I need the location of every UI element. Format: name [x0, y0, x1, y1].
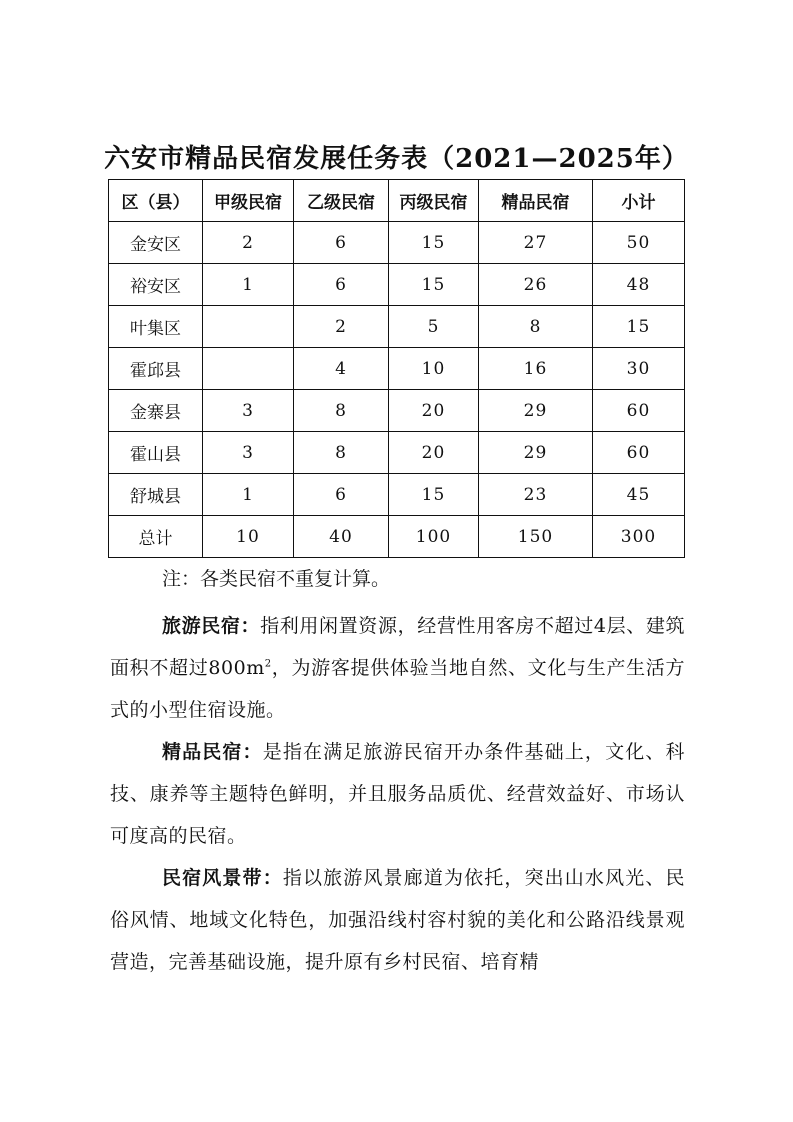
cell-class-c: 20 — [389, 432, 479, 474]
cell-class-a: 2 — [203, 222, 294, 264]
paragraph-text: ，为游客提供体验当地自然、文化与生产生活方式的小型住宿设施。 — [110, 657, 685, 721]
cell-subtotal: 30 — [593, 348, 685, 390]
term-homestay-scenic-belt: 民宿风景带： — [162, 867, 283, 889]
superscript: 2 — [264, 658, 272, 670]
cell-boutique: 29 — [479, 432, 593, 474]
column-header-class-b: 乙级民宿 — [294, 180, 389, 222]
cell-class-c: 100 — [389, 516, 479, 558]
cell-subtotal: 48 — [593, 264, 685, 306]
cell-class-b: 6 — [294, 264, 389, 306]
cell-class-c: 10 — [389, 348, 479, 390]
cell-class-c: 15 — [389, 474, 479, 516]
cell-class-c: 5 — [389, 306, 479, 348]
paragraph-homestay-scenic-belt — [110, 857, 685, 983]
cell-district: 金安区 — [109, 222, 203, 264]
cell-class-a: 3 — [203, 390, 294, 432]
table-total-row — [109, 516, 685, 558]
cell-class-a — [203, 348, 294, 390]
cell-district: 霍山县 — [109, 432, 203, 474]
cell-district: 霍邱县 — [109, 348, 203, 390]
cell-boutique: 16 — [479, 348, 593, 390]
table-row — [109, 306, 685, 348]
column-header-subtotal: 小计 — [593, 180, 685, 222]
table-row — [109, 390, 685, 432]
cell-boutique: 26 — [479, 264, 593, 306]
cell-class-b: 6 — [294, 474, 389, 516]
cell-boutique: 29 — [479, 390, 593, 432]
term-boutique-homestay: 精品民宿： — [162, 741, 263, 763]
cell-district: 总计 — [109, 516, 203, 558]
cell-class-a: 1 — [203, 474, 294, 516]
column-header-class-a: 甲级民宿 — [203, 180, 294, 222]
column-header-boutique: 精品民宿 — [479, 180, 593, 222]
cell-boutique: 150 — [479, 516, 593, 558]
table-row — [109, 348, 685, 390]
cell-district: 叶集区 — [109, 306, 203, 348]
table-row — [109, 474, 685, 516]
paragraph-text: 指以旅游风景廊道为依托，突出山水风光、民俗风情、地域文化特色，加强沿线村容村貌的美化和公路沿线景观营造，完善基础设施，提升原有乡村民宿、培育精 — [110, 867, 685, 973]
cell-district: 舒城县 — [109, 474, 203, 516]
paragraph-text: 是指在满足旅游民宿开办条件基础上，文化、科技、康养等主题特色鲜明，并且服务品质优、经营效益好、市场认可度高的民宿。 — [110, 741, 685, 847]
cell-subtotal: 45 — [593, 474, 685, 516]
cell-class-c: 15 — [389, 264, 479, 306]
cell-subtotal: 60 — [593, 432, 685, 474]
cell-class-b: 2 — [294, 306, 389, 348]
task-table — [108, 179, 685, 558]
table-row — [109, 222, 685, 264]
cell-class-a: 1 — [203, 264, 294, 306]
cell-class-c: 20 — [389, 390, 479, 432]
cell-class-b: 4 — [294, 348, 389, 390]
cell-district: 金寨县 — [109, 390, 203, 432]
table-note: 注：各类民宿不重复计算。 — [162, 568, 391, 590]
cell-class-c: 15 — [389, 222, 479, 264]
cell-class-a: 3 — [203, 432, 294, 474]
cell-class-b: 6 — [294, 222, 389, 264]
cell-subtotal: 60 — [593, 390, 685, 432]
cell-class-a: 10 — [203, 516, 294, 558]
table-header-row — [109, 180, 685, 222]
cell-boutique: 8 — [479, 306, 593, 348]
paragraph-tourism-homestay — [110, 605, 685, 731]
paragraph-boutique-homestay — [110, 731, 685, 857]
cell-class-b: 40 — [294, 516, 389, 558]
cell-class-b: 8 — [294, 390, 389, 432]
term-tourism-homestay: 旅游民宿： — [162, 615, 261, 637]
paragraph-text: 指利用闲置资源，经营性用客房不超过4层、建筑面积不超过800m — [110, 615, 685, 679]
cell-boutique: 27 — [479, 222, 593, 264]
column-header-district: 区（县） — [109, 180, 203, 222]
page-title: 六安市精品民宿发展任务表（2021—2025年） — [104, 144, 689, 174]
cell-district: 裕安区 — [109, 264, 203, 306]
cell-subtotal: 50 — [593, 222, 685, 264]
cell-class-b: 8 — [294, 432, 389, 474]
table-row — [109, 432, 685, 474]
cell-subtotal: 15 — [593, 306, 685, 348]
cell-boutique: 23 — [479, 474, 593, 516]
cell-subtotal: 300 — [593, 516, 685, 558]
table-row — [109, 264, 685, 306]
cell-class-a — [203, 306, 294, 348]
column-header-class-c: 丙级民宿 — [389, 180, 479, 222]
